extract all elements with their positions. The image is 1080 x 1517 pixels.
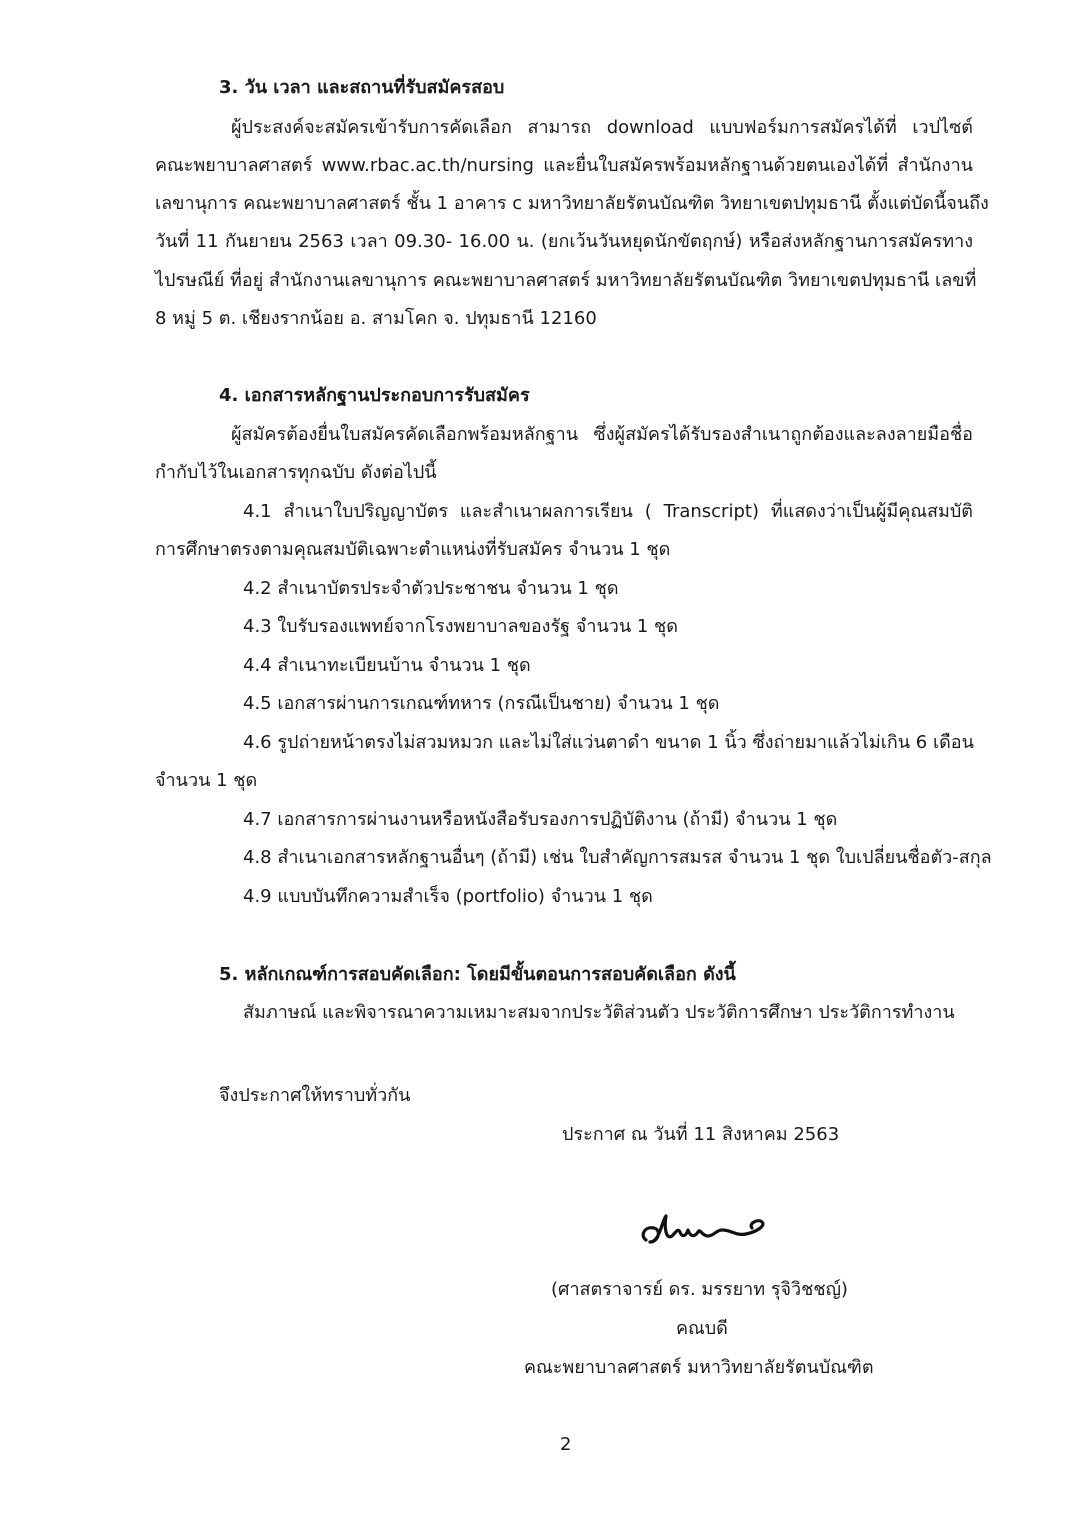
- announcement-date: ประกาศ ณ วันที่ 11 สิงหาคม 2563: [562, 1124, 840, 1145]
- section-3-line: วันที่ 11 กันยายน 2563 เวลา 09.30- 16.00 น. (ยกเว้นวันหยุดนักขัตฤกษ์) หรือส่งหลักฐานการสมัครทาง: [155, 231, 973, 252]
- section-3-line: ผู้ประสงค์จะสมัครเข้ารับการคัดเลือก สามารถ download แบบฟอร์มการสมัครได้ที่ เวปไซต์: [231, 117, 973, 138]
- document-item-4-7: 4.7 เอกสารการผ่านงานหรือหนังสือรับรองการปฏิบัติงาน (ถ้ามี) จำนวน 1 ชุด: [243, 809, 838, 830]
- section-4-heading: 4. เอกสารหลักฐานประกอบการรับสมัคร: [219, 385, 530, 406]
- document-item-4-1-cont: การศึกษาตรงตามคุณสมบัติเฉพาะตำแหน่งที่รับสมัคร จำนวน 1 ชุด: [155, 539, 671, 560]
- document-item-4-3: 4.3 ใบรับรองแพทย์จากโรงพยาบาลของรัฐ จำนวน 1 ชุด: [243, 616, 678, 637]
- document-item-4-2: 4.2 สำเนาบัตรประจำตัวประชาชน จำนวน 1 ชุด: [243, 578, 619, 599]
- page-number: 2: [560, 1434, 572, 1455]
- document-item-4-4: 4.4 สำเนาทะเบียนบ้าน จำนวน 1 ชุด: [243, 655, 531, 676]
- section-3-line: ไปรษณีย์ ที่อยู่ สำนักงานเลขานุการ คณะพยาบาลศาสตร์ มหาวิทยาลัยรัตนบัณฑิต วิทยาเขตปทุมธานี เลขที่: [155, 270, 977, 291]
- section-3-line: 8 หมู่ 5 ต. เชียงรากน้อย อ. สามโคก จ. ปทุมธานี 12160: [155, 308, 597, 329]
- signatory-title: คณบดี: [676, 1318, 728, 1339]
- signatory-name: (ศาสตราจารย์ ดร. มรรยาท รุจิวิชชญ์): [551, 1279, 848, 1300]
- section-4-intro-line: ผู้สมัครต้องยื่นใบสมัครคัดเลือกพร้อมหลักฐาน ซึ่งผู้สมัครได้รับรองสำเนาถูกต้องและลงลายมือชื่อ: [231, 424, 973, 445]
- section-4-intro-line: กำกับไว้ในเอกสารทุกฉบับ ดังต่อไปนี้: [155, 462, 437, 483]
- section-3-line: เลขานุการ คณะพยาบาลศาสตร์ ชั้น 1 อาคาร c มหาวิทยาลัยรัตนบัณฑิต วิทยาเขตปทุมธานี ตั้งแต่บัดนี้จนถึง: [155, 193, 989, 214]
- closing-notice: จึงประกาศให้ทราบทั่วกัน: [219, 1085, 411, 1106]
- section-3-line: คณะพยาบาลศาสตร์ www.rbac.ac.th/nursing และยื่นใบสมัครพร้อมหลักฐานด้วยตนเองได้ที่ สำนักงาน: [155, 155, 973, 176]
- section-5-body: สัมภาษณ์ และพิจารณาความเหมาะสมจากประวัติส่วนตัว ประวัติการศึกษา ประวัติการทำงาน: [243, 1002, 955, 1023]
- document-item-4-1: 4.1 สำเนาใบปริญญาบัตร และสำเนาผลการเรียน ( Transcript) ที่แสดงว่าเป็นผู้มีคุณสมบัติ: [243, 501, 973, 522]
- handwritten-signature: [636, 1206, 776, 1254]
- section-3-heading: 3. วัน เวลา และสถานที่รับสมัครสอบ: [219, 77, 505, 98]
- document-item-4-6: 4.6 รูปถ่ายหน้าตรงไม่สวมหมวก และไม่ใส่แว่นตาดำ ขนาด 1 นิ้ว ซึ่งถ่ายมาแล้วไม่เกิน 6 เดือน: [243, 732, 974, 753]
- document-item-4-5: 4.5 เอกสารผ่านการเกณฑ์ทหาร (กรณีเป็นชาย) จำนวน 1 ชุด: [243, 693, 720, 714]
- section-5-heading: 5. หลักเกณฑ์การสอบคัดเลือก: โดยมีขั้นตอนการสอบคัดเลือก ดังนี้: [219, 964, 736, 985]
- document-item-4-6-cont: จำนวน 1 ชุด: [155, 770, 258, 791]
- signatory-faculty: คณะพยาบาลศาสตร์ มหาวิทยาลัยรัตนบัณฑิต: [524, 1357, 874, 1378]
- document-item-4-8: 4.8 สำเนาเอกสารหลักฐานอื่นๆ (ถ้ามี) เช่น ใบสำคัญการสมรส จำนวน 1 ชุด ใบเปลี่ยนชื่อตัว-สกุล: [243, 847, 992, 868]
- document-item-4-9: 4.9 แบบบันทึกความสำเร็จ (portfolio) จำนวน 1 ชุด: [243, 886, 653, 907]
